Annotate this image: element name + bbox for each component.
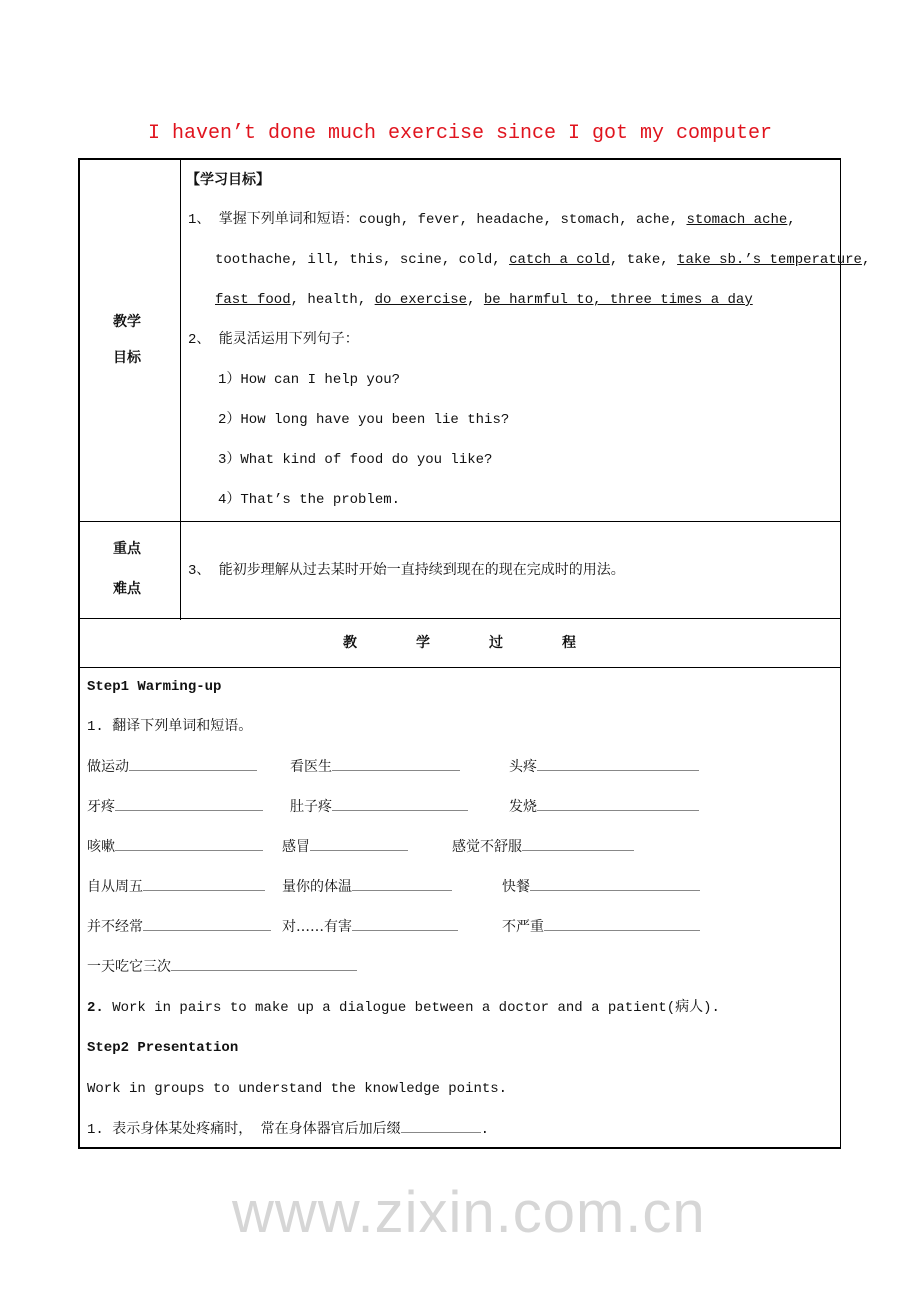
translation-field: [282, 918, 458, 936]
objective-line: fast food, health, do exercise, be harmful to, three times a day: [215, 292, 753, 308]
translation-field: [87, 918, 271, 936]
column-divider: [180, 160, 181, 620]
key-point-item: 3、 能初步理解从过去某时开始一直持续到现在的现在完成时的用法。: [188, 563, 625, 579]
field-label: 头疼: [509, 759, 537, 775]
answer-blank[interactable]: [115, 798, 263, 811]
field-label: 咳嗽: [87, 839, 115, 855]
text: .: [480, 1122, 490, 1138]
translation-field: [87, 798, 263, 816]
answer-blank[interactable]: [522, 838, 634, 851]
question-text: 1. 表示身体某处疼痛时， 常在身体器官后加后缀: [87, 1122, 401, 1138]
vocab-phrase: stomach ache: [686, 212, 788, 228]
translation-field: [502, 918, 700, 936]
sentence: 1）How can I help you?: [218, 372, 401, 388]
objective-item-2: 2、 能灵活运用下列句子：: [188, 332, 359, 348]
vocab-phrase: take sb.’s temperature: [677, 252, 862, 268]
objective-line: 1、 掌握下列单词和短语：cough, fever, headache, stomach, ache, stomach ache,: [188, 212, 796, 228]
step1-question-1: 1. 翻译下列单词和短语。: [87, 719, 253, 735]
step1-title: Step1 Warming-up: [87, 679, 222, 695]
answer-blank[interactable]: [332, 798, 468, 811]
step2-question-1: [87, 1120, 489, 1139]
row-divider: [80, 618, 840, 619]
objectives-heading: 【学习目标】: [186, 172, 270, 188]
answer-blank[interactable]: [401, 1120, 481, 1133]
text: , take,: [609, 252, 678, 268]
translation-field: [290, 798, 468, 816]
answer-blank[interactable]: [143, 918, 271, 931]
field-label: 发烧: [509, 799, 537, 815]
vocab-phrase: do exercise: [374, 292, 468, 308]
objective-line: toothache, ill, this, scine, cold, catch a cold, take, take sb.’s temperature,: [215, 252, 871, 268]
field-label: 感觉不舒服: [452, 839, 522, 855]
field-label: 不严重: [502, 919, 544, 935]
objectives-label: 目标: [113, 350, 141, 366]
vocab-phrase: catch a cold: [509, 252, 610, 268]
translation-field: [509, 798, 699, 816]
translation-field: [87, 958, 357, 976]
field-label: 做运动: [87, 759, 129, 775]
step2-title: Step2 Presentation: [87, 1040, 239, 1056]
translation-field: [290, 758, 460, 776]
answer-blank[interactable]: [530, 878, 700, 891]
answer-blank[interactable]: [129, 758, 257, 771]
answer-blank[interactable]: [115, 838, 263, 851]
answer-blank[interactable]: [143, 878, 265, 891]
field-label: 自从周五: [87, 879, 143, 895]
process-header-char: 教: [343, 635, 357, 651]
answer-blank[interactable]: [544, 918, 700, 931]
answer-blank[interactable]: [171, 958, 357, 971]
text: 1、 掌握下列单词和短语：: [188, 212, 359, 228]
answer-blank[interactable]: [352, 878, 452, 891]
translation-field: [452, 838, 634, 856]
row-divider: [80, 521, 840, 522]
text: , health,: [290, 292, 375, 308]
field-label: 一天吃它三次: [87, 959, 171, 975]
answer-blank[interactable]: [332, 758, 460, 771]
key-points-label: 重点: [113, 541, 141, 557]
answer-blank[interactable]: [537, 758, 699, 771]
watermark: www.zixin.com.cn: [232, 1180, 706, 1245]
answer-blank[interactable]: [352, 918, 458, 931]
process-header-char: 学: [416, 635, 430, 651]
question-text: Work in pairs to make up a dialogue between a doctor and a patient(病人).: [103, 1000, 720, 1016]
process-header-char: 过: [489, 635, 503, 651]
row-divider: [80, 667, 840, 668]
translation-field: [87, 878, 265, 896]
field-label: 对……有害: [282, 919, 352, 935]
sentence: 2）How long have you been lie this?: [218, 412, 510, 428]
field-label: 量你的体温: [282, 879, 352, 895]
answer-blank[interactable]: [310, 838, 408, 851]
answer-blank[interactable]: [537, 798, 699, 811]
field-label: 牙疼: [87, 799, 115, 815]
translation-field: [282, 838, 408, 856]
question-number: 2.: [87, 1000, 104, 1016]
step2-intro: Work in groups to understand the knowledge points.: [87, 1081, 508, 1097]
sentence: 3）What kind of food do you like?: [218, 452, 493, 468]
objectives-label: 教学: [113, 314, 141, 330]
vocab-phrase: fast food: [215, 292, 291, 308]
translation-field: [509, 758, 699, 776]
document-title: I haven’t done much exercise since I got my computer: [147, 122, 773, 145]
field-label: 快餐: [502, 879, 530, 895]
translation-field: [87, 758, 257, 776]
translation-field: [502, 878, 700, 896]
translation-field: [282, 878, 452, 896]
field-label: 感冒: [282, 839, 310, 855]
field-label: 并不经常: [87, 919, 143, 935]
vocab-phrase: be harmful to,: [483, 292, 602, 308]
sentence: 4）That’s the problem.: [218, 492, 401, 508]
field-label: 肚子疼: [290, 799, 332, 815]
step1-question-2: [87, 999, 720, 1017]
text: toothache, ill, this, scine, cold,: [215, 252, 510, 268]
process-header-char: 程: [562, 635, 576, 651]
text: cough, fever, headache, stomach, ache,: [358, 212, 687, 228]
field-label: 看医生: [290, 759, 332, 775]
translation-field: [87, 838, 263, 856]
vocab-phrase: three times a day: [601, 292, 753, 308]
key-points-label: 难点: [113, 581, 141, 597]
